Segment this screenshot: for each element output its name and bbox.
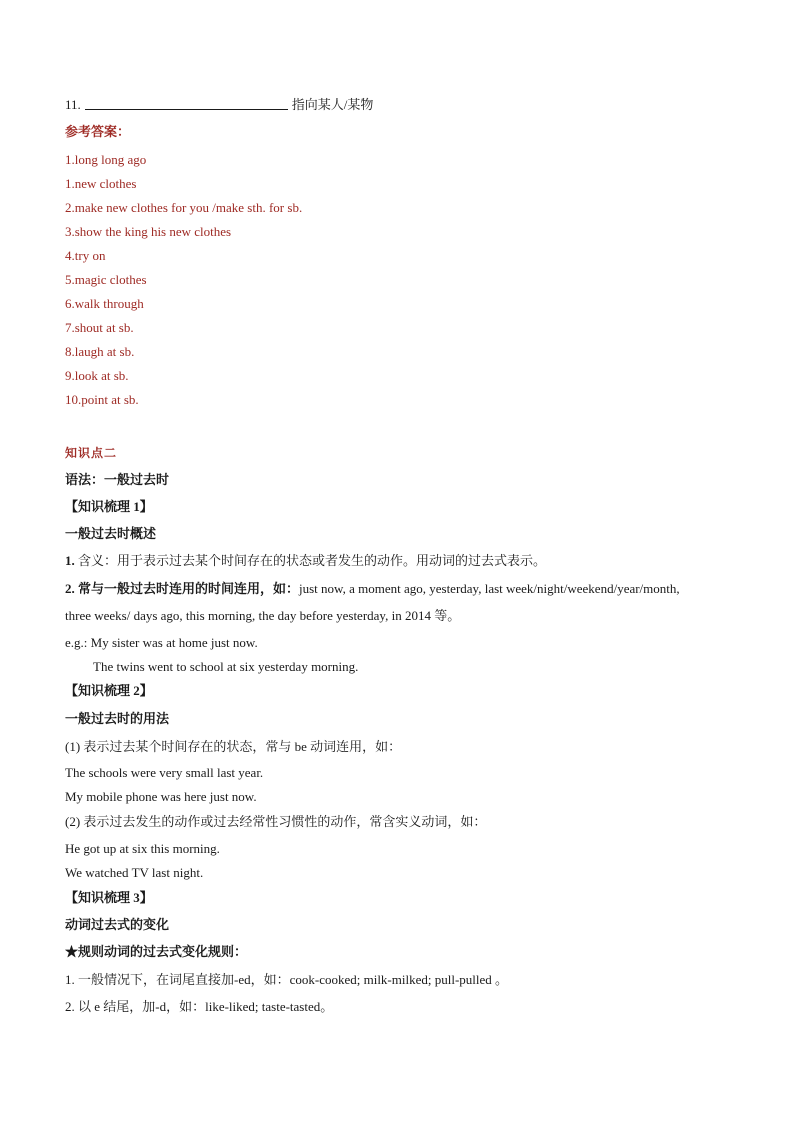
kp3-rule-2: 2. 以 e 结尾，加-d，如：like-liked; taste-tasted。 — [65, 999, 334, 1014]
kp3-rules-title: ★规则动词的过去式变化规则： — [65, 944, 248, 959]
kp2-usage-1-example: My mobile phone was here just now. — [65, 789, 257, 804]
question-text: 指向某人/某物 — [291, 97, 374, 112]
question-number: 11. — [65, 97, 81, 112]
answer-item: 4.try on — [65, 248, 106, 263]
point-bold-text: 常与一般过去时连用的时间连用，如： — [78, 581, 300, 596]
section-heading: 知识点二 — [65, 446, 118, 460]
kp3-rule-1: 1. 一般情况下，在词尾直接加-ed，如：cook-cooked; milk-milked; pull-pulled 。 — [65, 972, 509, 987]
answer-blank — [85, 97, 288, 110]
kp1-title: 一般过去时概述 — [65, 526, 157, 541]
kp1-point-2 — [65, 581, 680, 597]
point-number: 1. — [65, 553, 75, 568]
answer-item: 1.long long ago — [65, 152, 147, 167]
kp3-title: 动词过去式的变化 — [65, 917, 170, 932]
answer-item: 1.new clothes — [65, 176, 137, 191]
kp3-label: 【知识梳理 3】 — [65, 890, 153, 905]
kp1-example-2: The twins went to school at six yesterday morning. — [93, 659, 359, 674]
kp2-usage-1: (1) 表示过去某个时间存在的状态，常与 be 动词连用，如： — [65, 739, 402, 754]
point-number: 2. — [65, 581, 75, 596]
answer-item: 5.magic clothes — [65, 272, 147, 287]
kp2-usage-1-example: The schools were very small last year. — [65, 765, 264, 780]
point-text: just now, a moment ago, yesterday, last week/night/weekend/year/month, — [299, 581, 680, 596]
point-text: 含义：用于表示过去某个时间存在的状态或者发生的动作。用动词的过去式表示。 — [78, 553, 547, 568]
answer-item: 7.shout at sb. — [65, 320, 134, 335]
kp2-usage-2: (2) 表示过去发生的动作或过去经常性习惯性的动作，常含实义动词，如： — [65, 814, 487, 829]
kp2-title: 一般过去时的用法 — [65, 711, 170, 726]
kp1-label: 【知识梳理 1】 — [65, 499, 153, 514]
answer-item: 3.show the king his new clothes — [65, 224, 232, 239]
kp2-label: 【知识梳理 2】 — [65, 683, 153, 698]
answer-item: 2.make new clothes for you /make sth. for sb. — [65, 200, 303, 215]
kp2-usage-2-example: He got up at six this morning. — [65, 841, 220, 856]
answer-item: 6.walk through — [65, 296, 144, 311]
answer-item: 10.point at sb. — [65, 392, 139, 407]
kp2-usage-2-example: We watched TV last night. — [65, 865, 204, 880]
answer-item: 9.look at sb. — [65, 368, 129, 383]
kp1-example-1: e.g.: My sister was at home just now. — [65, 635, 258, 650]
kp1-point-1 — [65, 553, 546, 569]
grammar-title: 语法：一般过去时 — [65, 472, 170, 487]
kp1-point-2-cont: three weeks/ days ago, this morning, the day before yesterday, in 2014 等。 — [65, 608, 461, 623]
answer-item: 8.laugh at sb. — [65, 344, 135, 359]
question-11 — [65, 97, 373, 113]
answers-heading: 参考答案： — [65, 124, 131, 139]
